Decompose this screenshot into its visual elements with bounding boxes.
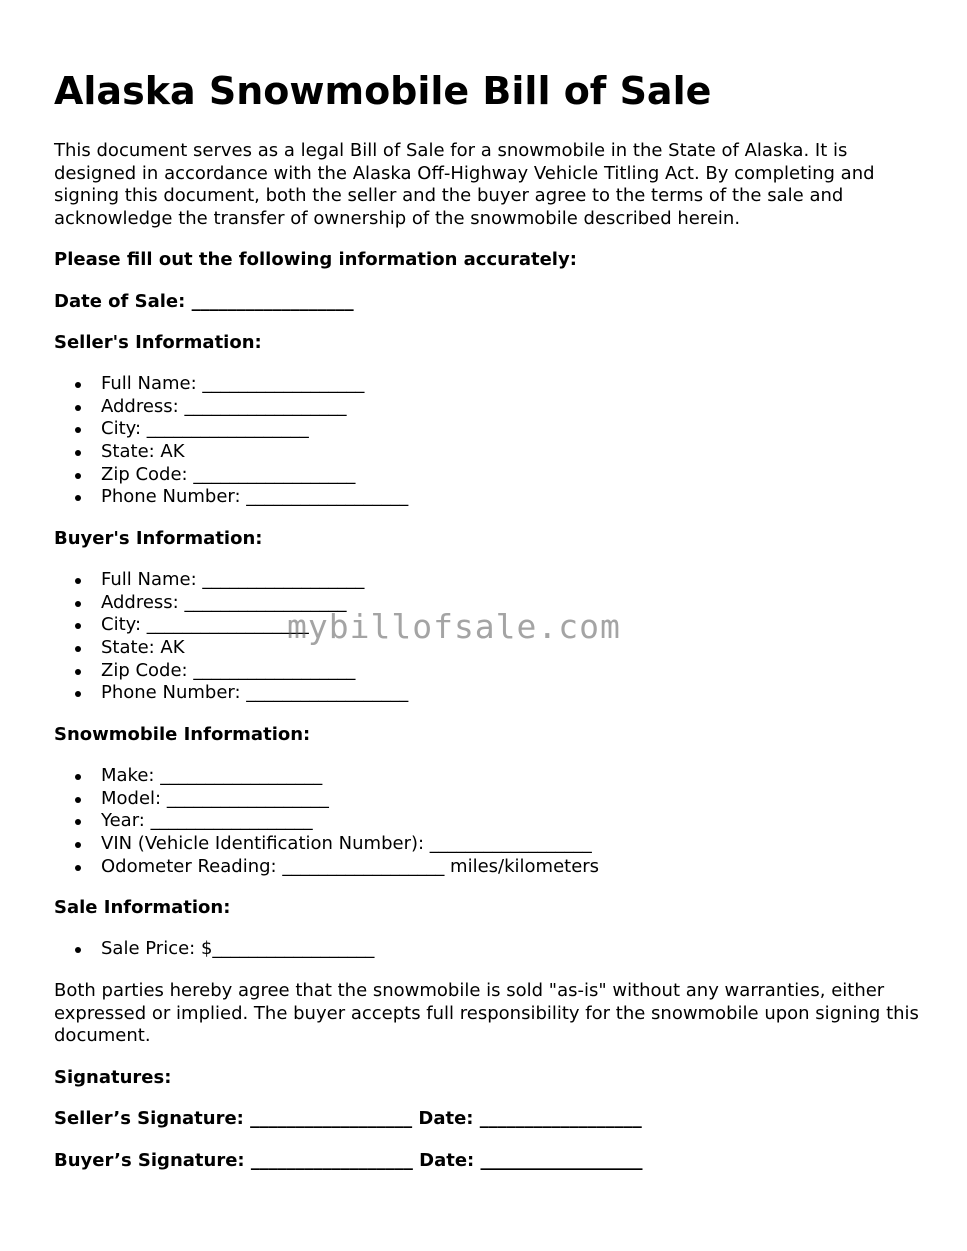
- snowmobile-field-vin: VIN (Vehicle Identification Number): __________________: [54, 833, 599, 856]
- seller-field-zip-code: Zip Code: __________________: [54, 464, 408, 487]
- instructions-heading: Please fill out the following information accurately:: [54, 249, 577, 270]
- snowmobile-field-year: Year: __________________: [54, 810, 599, 833]
- buyer-field-zip-code: Zip Code: __________________: [54, 660, 408, 683]
- seller-section-heading: Seller's Information:: [54, 332, 262, 353]
- sale-section-heading: Sale Information:: [54, 897, 231, 918]
- watermark: mybillofsale.com: [287, 607, 621, 646]
- seller-field-address: Address: __________________: [54, 396, 408, 419]
- sale-field-price: Sale Price: $__________________: [54, 938, 374, 961]
- seller-field-phone: Phone Number: __________________: [54, 486, 408, 509]
- snowmobile-field-model: Model: __________________: [54, 788, 599, 811]
- as-is-agreement-paragraph: Both parties hereby agree that the snowmobile is sold "as-is" without any warranties, either expressed or implied. The buyer accepts full responsibility for the snowmobile upon signing this document.: [54, 980, 919, 1046]
- snowmobile-field-make: Make: __________________: [54, 765, 599, 788]
- date-of-sale-line: Date of Sale: __________________: [54, 291, 354, 312]
- buyer-field-full-name: Full Name: __________________: [54, 569, 408, 592]
- seller-field-city: City: __________________: [54, 418, 408, 441]
- seller-field-list: [54, 373, 408, 509]
- snowmobile-field-odometer: Odometer Reading: __________________ miles/kilometers: [54, 856, 599, 879]
- buyer-field-list: [54, 569, 408, 705]
- buyer-field-phone: Phone Number: __________________: [54, 682, 408, 705]
- buyer-field-city: City: __________________: [54, 614, 408, 637]
- buyer-field-state: State: AK: [54, 637, 408, 660]
- seller-signature-line: Seller’s Signature: __________________ Date: __________________: [54, 1108, 642, 1129]
- buyer-signature-line: Buyer’s Signature: __________________ Date: __________________: [54, 1150, 643, 1171]
- sale-field-list: [54, 938, 374, 961]
- intro-paragraph: This document serves as a legal Bill of Sale for a snowmobile in the State of Alaska. It is designed in accordance with the Alaska Off-Highway Vehicle Titling Act. By completing and signing this document, both the seller and the buyer agree to the terms of the sale and acknowledge the transfer of ownership of the snowmobile described herein.: [54, 140, 875, 229]
- document-title: Alaska Snowmobile Bill of Sale: [54, 69, 712, 113]
- seller-field-state: State: AK: [54, 441, 408, 464]
- buyer-section-heading: Buyer's Information:: [54, 528, 263, 549]
- buyer-field-address: Address: __________________: [54, 592, 408, 615]
- snowmobile-section-heading: Snowmobile Information:: [54, 724, 311, 745]
- signatures-heading: Signatures:: [54, 1067, 172, 1088]
- seller-field-full-name: Full Name: __________________: [54, 373, 408, 396]
- snowmobile-field-list: [54, 765, 599, 878]
